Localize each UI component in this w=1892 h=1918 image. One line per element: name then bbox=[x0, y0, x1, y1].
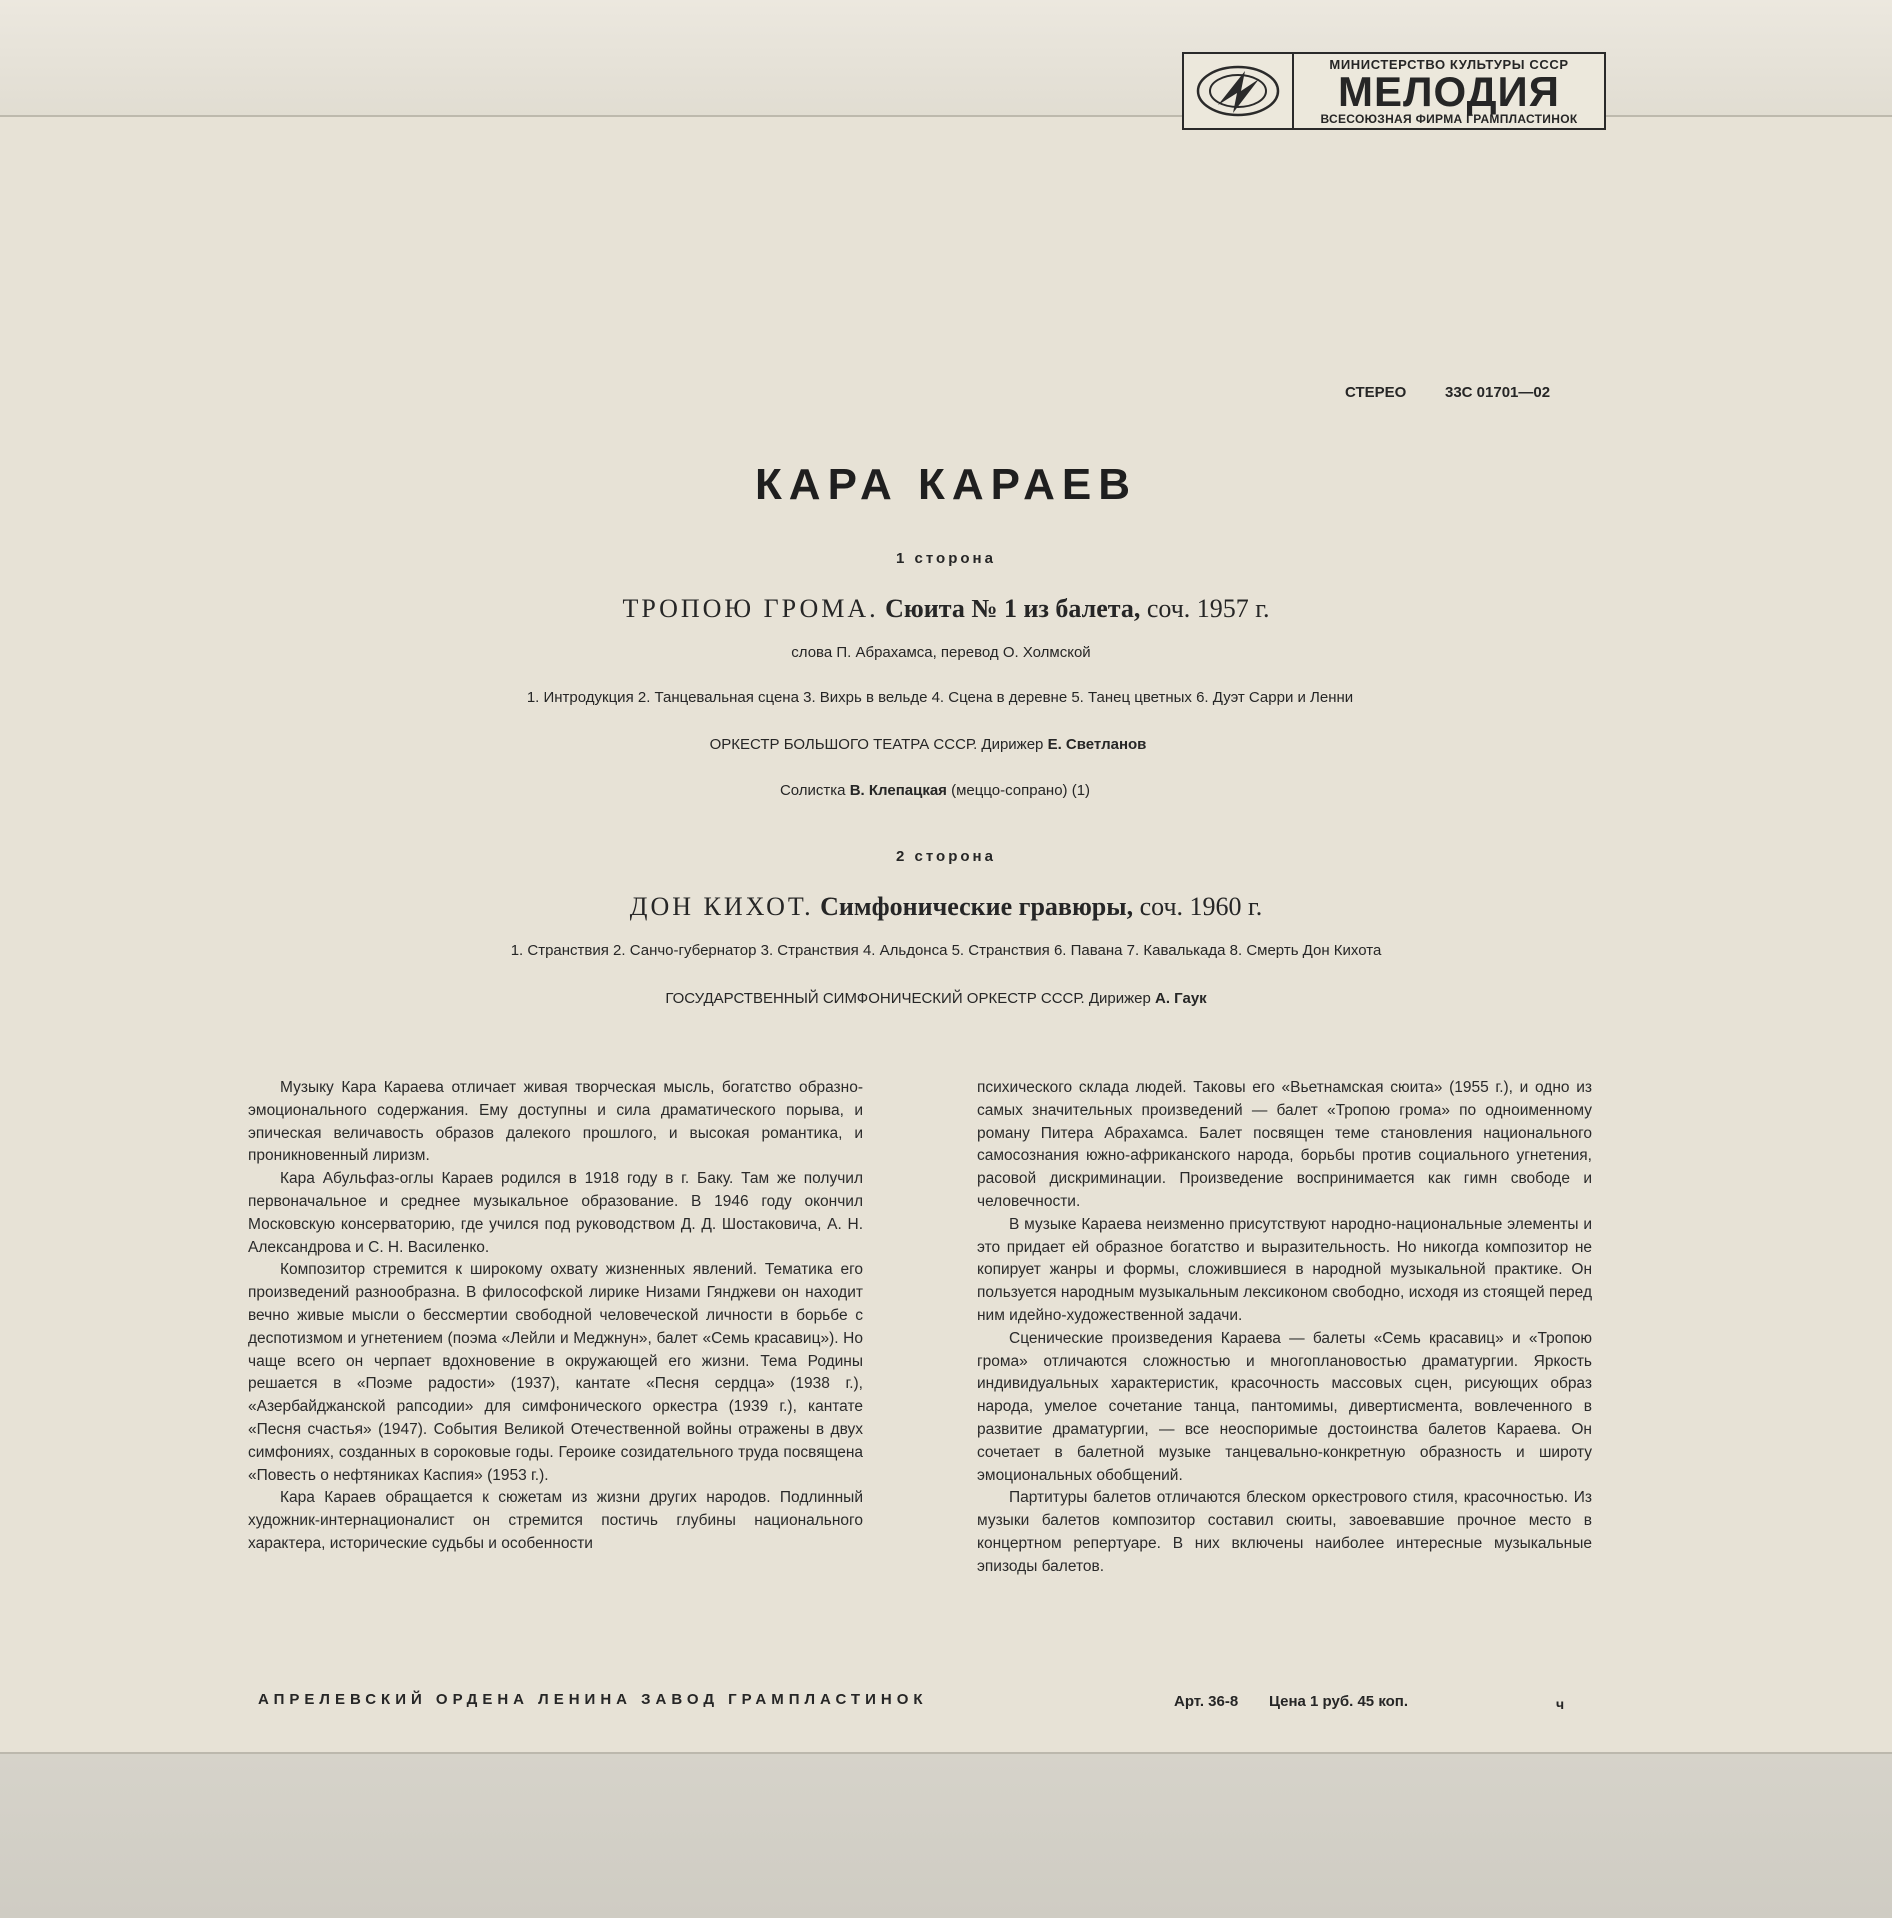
sleeve-bottom-band bbox=[0, 1752, 1892, 1918]
side-1-soloist-name: В. Клепацкая bbox=[849, 782, 947, 799]
notes-left-paragraph: Композитор стремится к широкому охвату жизненных явлений. Тематика его произведений разнообразна. В философской лирике Низами Гянджеви он находит вечно живые мысли о бессмертии свободной человеческой личности в борьбе с деспотизмом и угнетением (поэма «Лейли и Меджнун», балет «Семь красавиц»). Но чаще всего он черпает вдохновение в окружающей его жизни. Тема Родины решается в «Поэме радости» (1937), кантате «Песня сердца» (1938 г.), «Азербайджанской рапсодии» для симфонического оркестра (1939 г.), кантате «Песня счастья» (1947). События Великой Отечественной войны отражены в двух симфониях, созданных в сороковые годы. Героике созидательного труда посвящена «Повесть о нефтяниках Каспия» (1953 г.). bbox=[248, 1261, 863, 1484]
side-1-tracks: 1. Интродукция 2. Танцевальная сцена 3. Вихрь в вельде 4. Сцена в деревне 5. Танец цветных 6. Дуэт Сарри и Ленни bbox=[526, 689, 1354, 706]
logo-ministry: МИНИСТЕРСТВО КУЛЬТУРЫ СССР bbox=[1329, 56, 1569, 72]
side-2-work bbox=[0, 892, 1892, 922]
notes-right-paragraph: Сценические произведения Караева — балеты «Семь красавиц» и «Тропою грома» отличаются сложностью и многоплановостью драматургии. Яркость индивидуальных характеристик, красочность массовых сцен, рисующих образ народа, умелое сочетание танца, пантомимы, дивертисмента, вовлеченного в развитие драматургии, — все неоспоримые достоинства балетов Караева. Он сочетает в балетной музыке танцевально-конкретную образность и широту эмоциональных обобщений. bbox=[977, 1329, 1592, 1484]
melodiya-emblem-icon bbox=[1184, 54, 1294, 128]
side-2-conductor: А. Гаук bbox=[1155, 990, 1207, 1007]
notes-right-paragraph: Партитуры балетов отличаются блеском оркестрового стиля, красочностью. Из музыки балетов композитор составил сюиты, завоевавшие прочное место в концертном репертуаре. В них включены наиболее интересные музыкальные эпизоды балетов. bbox=[977, 1489, 1592, 1575]
side-2-work-subtitle: Симфонические гравюры, bbox=[820, 892, 1134, 921]
notes-left-paragraph: Музыку Кара Караева отличает живая творческая мысль, богатство образно-эмоционального содержания. Ему доступны и сила драматического порыва, и эпическая величавость образов далекого прошлого, и высокая романтика, и проникновенный лиризм. bbox=[248, 1079, 863, 1165]
side-1-orchestra-name: ОРКЕСТР БОЛЬШОГО ТЕАТРА СССР. Дирижер bbox=[709, 736, 1044, 753]
logo-firm: ВСЕСОЮЗНАЯ ФИРМА ГРАМПЛАСТИНОК bbox=[1320, 111, 1578, 126]
side-1-soloist bbox=[0, 782, 1881, 799]
side-1-words: слова П. Абрахамса, перевод О. Холмской bbox=[791, 644, 1091, 661]
logo-text-block bbox=[1294, 54, 1604, 128]
logo-brand: МЕЛОДИЯ bbox=[1338, 67, 1560, 115]
side-1-orchestra bbox=[0, 736, 1874, 753]
side-2-label: 2 сторона bbox=[896, 848, 996, 865]
side-1-soloist-prefix: Солистка bbox=[779, 782, 846, 799]
print-mark: ч bbox=[1556, 1696, 1565, 1712]
side-1-work-title: ТРОПОЮ ГРОМА. bbox=[622, 594, 879, 623]
side-1-work-year: соч. 1957 г. bbox=[1146, 594, 1270, 623]
catalog-number: 33С 01701—02 bbox=[1445, 384, 1551, 401]
side-1-soloist-suffix: (меццо-сопрано) (1) bbox=[951, 782, 1091, 799]
liner-notes-right bbox=[977, 1077, 1592, 1579]
stereo-label: СТЕРЕО bbox=[1345, 384, 1407, 401]
liner-notes-left bbox=[248, 1077, 863, 1556]
notes-right-paragraph: психического склада людей. Таковы его «Вьетнамская сюита» (1955 г.), и одно из самых значительных произведений — балет «Тропою грома» по одноименному роману Питера Абрахамса. Балет посвящен теме становления национального самосознания южно-африканского народа, борьбы против социального угнетения, расовой дискриминации. Произведение воспринимается как гимн свободе и человечности. bbox=[977, 1079, 1592, 1210]
side-2-work-year: соч. 1960 г. bbox=[1139, 892, 1263, 921]
side-1-conductor: Е. Светланов bbox=[1047, 736, 1147, 753]
side-2-work-title: ДОН КИХОТ. bbox=[629, 892, 814, 921]
article-number: Арт. 36-8 bbox=[1174, 1693, 1239, 1710]
composer-title: КАРА КАРАЕВ bbox=[754, 460, 1138, 509]
melodiya-logo bbox=[1182, 52, 1606, 130]
price: Цена 1 руб. 45 коп. bbox=[1269, 1693, 1409, 1710]
factory-name: АПРЕЛЕВСКИЙ ОРДЕНА ЛЕНИНА ЗАВОД ГРАМПЛАСТИНОК bbox=[258, 1691, 928, 1708]
side-1-label: 1 сторона bbox=[896, 550, 996, 567]
side-2-tracks: 1. Странствия 2. Санчо-губернатор 3. Странствия 4. Альдонса 5. Странствия 6. Павана 7. Кавалькада 8. Смерть Дон Кихота bbox=[510, 942, 1382, 959]
side-1-work-subtitle: Сюита № 1 из балета, bbox=[885, 594, 1141, 623]
notes-right-paragraph: В музыке Караева неизменно присутствуют народно-национальные элементы и это придает ей образное богатство и выразительность. Но никогда композитор не копирует жанры и формы, сложившиеся в народной музыкальной практике. Он пользуется народным музыкальным лексиконом свободно, исходя из стоящей перед ним идейно-художественной задачи. bbox=[977, 1215, 1592, 1324]
side-1-work bbox=[0, 594, 1892, 624]
sleeve-top-edge bbox=[0, 0, 1892, 117]
side-2-orchestra-name: ГОСУДАРСТВЕННЫЙ СИМФОНИЧЕСКИЙ ОРКЕСТР СССР. Дирижер bbox=[665, 990, 1151, 1007]
side-2-orchestra bbox=[0, 990, 1882, 1007]
notes-left-paragraph: Кара Караев обращается к сюжетам из жизни других народов. Подлинный художник-интернационалист он стремится постичь глубины национального характера, исторические судьбы и особенности bbox=[248, 1489, 863, 1552]
notes-left-paragraph: Кара Абульфаз-оглы Караев родился в 1918 году в г. Баку. Там же получил первоначальное и среднее музыкальное образование. В 1946 году окончил Московскую консерваторию, где учился под руководством Д. Д. Шостаковича, А. Н. Александрова и С. Н. Василенко. bbox=[248, 1170, 863, 1256]
